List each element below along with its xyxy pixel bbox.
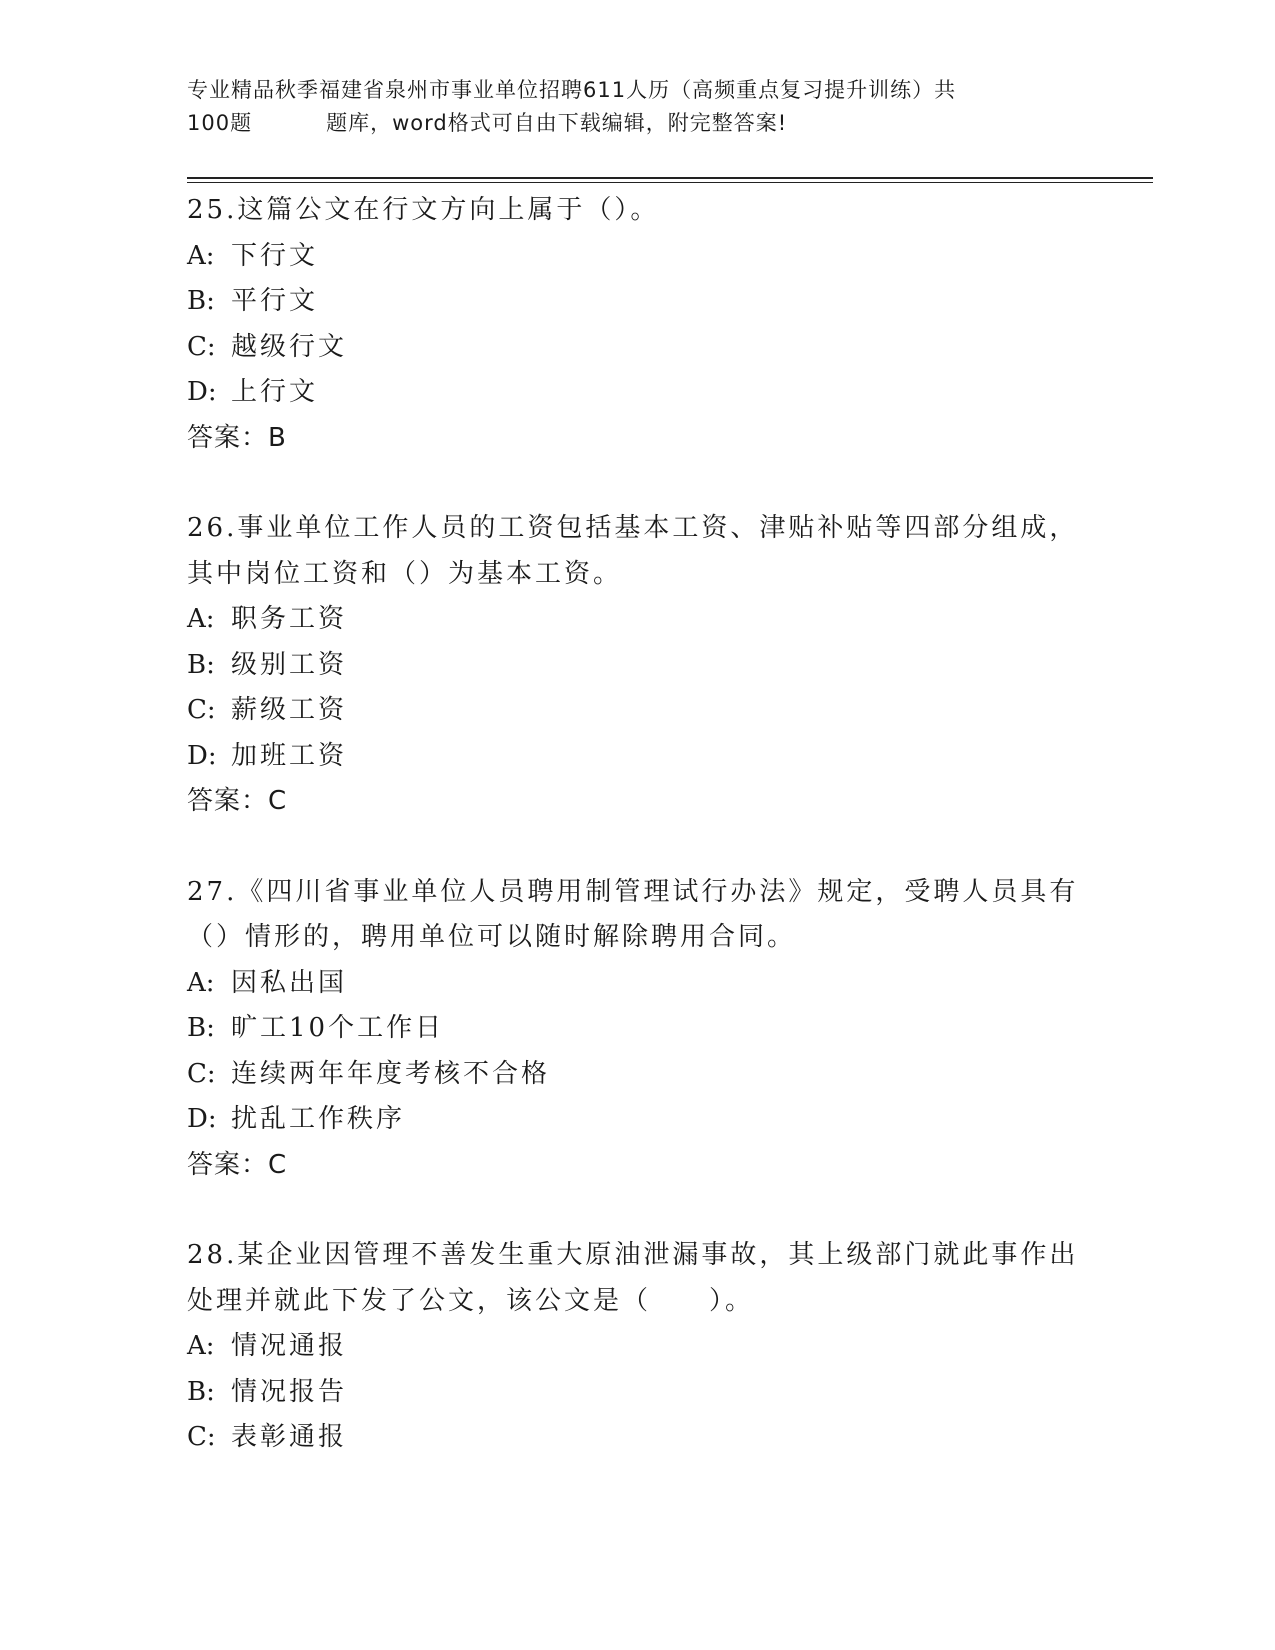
option-d: D: 上行文 [187, 377, 319, 407]
question-text-continued: 其中岗位工资和（）为基本工资。 [187, 558, 623, 589]
answer: 答案：C [187, 786, 288, 816]
question-text: 27.《四川省事业单位人员聘用制管理试行办法》规定，受聘人员具有 [187, 876, 1079, 907]
header-divider [187, 177, 1153, 179]
option-b: B: 旷工10个工作日 [187, 1013, 445, 1043]
question-text: 26.事业单位工作人员的工资包括基本工资、津贴补贴等四部分组成， [187, 513, 1079, 543]
option-a: A: 因私出国 [187, 967, 348, 998]
question-text-continued: （）情形的，聘用单位可以随时解除聘用合同。 [187, 922, 797, 952]
question-text: 28.某企业因管理不善发生重大原油泄漏事故，其上级部门就此事作出 [187, 1240, 1079, 1270]
question-list [187, 188, 1087, 1461]
option-d: D: 扰乱工作秩序 [187, 1104, 406, 1134]
question-text: 25.这篇公文在行文方向上属于（）。 [187, 195, 660, 225]
document-header [187, 74, 1067, 140]
header-line-2 [187, 107, 1067, 140]
option-a: A: 下行文 [187, 240, 319, 271]
option-b: B: 级别工资 [187, 649, 348, 680]
header-divider-thin [187, 182, 1153, 183]
header-count: 100题 [187, 111, 253, 135]
header-description: 题库，word格式可自由下载编辑，附完整答案! [326, 111, 788, 135]
question-26 [187, 506, 1087, 825]
header-line-1: 专业精品秋季福建省泉州市事业单位招聘611人历（高频重点复习提升训练）共 [187, 78, 957, 102]
option-c: C: 表彰通报 [187, 1422, 348, 1452]
option-c: C: 薪级工资 [187, 695, 348, 725]
question-28 [187, 1233, 1087, 1461]
question-27 [187, 870, 1087, 1189]
option-c: C: 连续两年年度考核不合格 [187, 1058, 551, 1089]
answer: 答案：C [187, 1149, 288, 1180]
option-b: B: 情况报告 [187, 1376, 348, 1407]
option-c: C: 越级行文 [187, 331, 348, 362]
option-a: A: 职务工资 [187, 604, 348, 634]
question-text-continued: 处理并就此下发了公文，该公文是（ ）。 [187, 1285, 755, 1316]
option-a: A: 情况通报 [187, 1331, 348, 1361]
question-25 [187, 188, 1087, 461]
option-d: D: 加班工资 [187, 740, 348, 771]
option-b: B: 平行文 [187, 286, 319, 316]
answer: 答案：B [187, 422, 287, 453]
